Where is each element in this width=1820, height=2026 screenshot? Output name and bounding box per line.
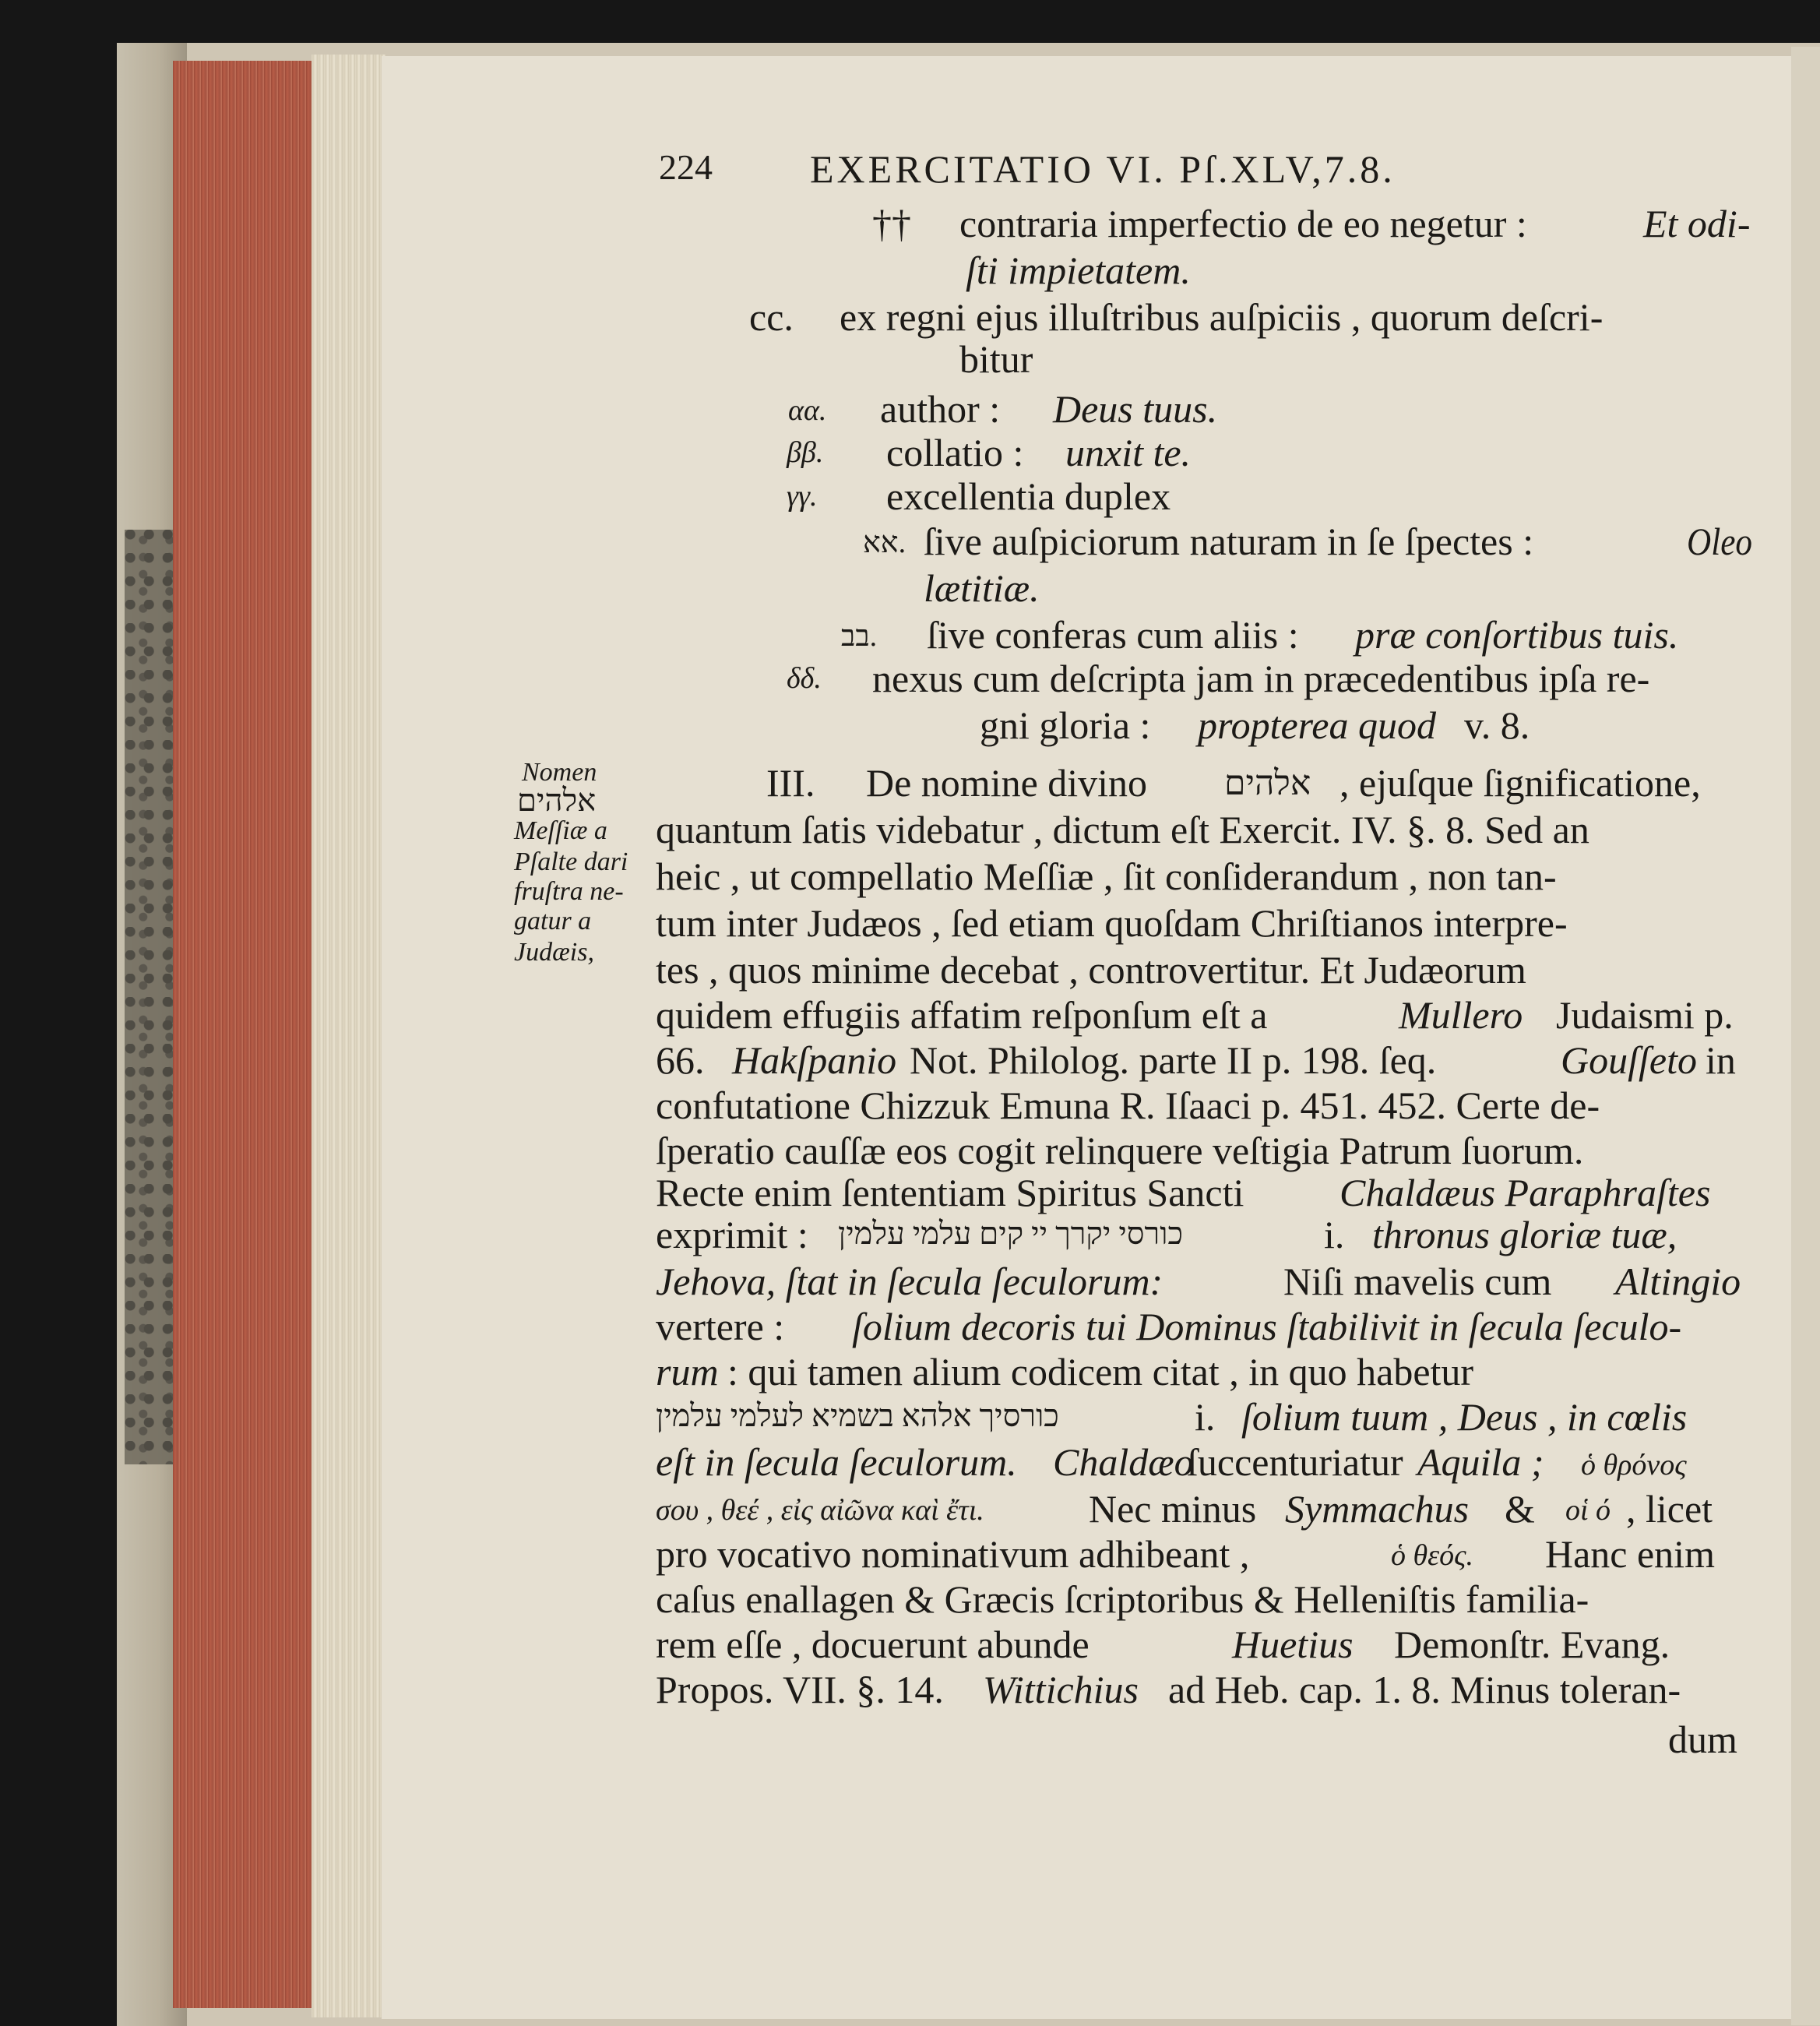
outline-text: excellentia duplex bbox=[886, 474, 1171, 518]
outline-cont: ſti impietatem. bbox=[966, 248, 1191, 292]
greek-text: ὁ θρόνος bbox=[1581, 1449, 1687, 1482]
page-number: 224 bbox=[659, 147, 713, 187]
body-line: quantum ſatis videbatur , dictum eſt Exercit. IV. §. 8. Sed an bbox=[656, 808, 1589, 851]
author-name: Altingio bbox=[1615, 1260, 1741, 1303]
body-text: Recte enim ſententiam Spiritus Sancti bbox=[656, 1171, 1244, 1214]
body-text: pro vocativo nominativum adhibeant , bbox=[656, 1532, 1250, 1576]
body-text: Propos. VII. §. 14. bbox=[656, 1668, 944, 1711]
author-name: Symmachus bbox=[1285, 1487, 1470, 1531]
outline-cont-quote: propterea quod bbox=[1198, 703, 1436, 747]
body-text: ad Heb. cap. 1. 8. Minus toleran- bbox=[1168, 1668, 1681, 1711]
outline-mark: γγ. bbox=[787, 480, 818, 513]
body-text: vertere : bbox=[656, 1305, 785, 1348]
hebrew-word: אלהים bbox=[1224, 764, 1311, 802]
author-name: Wittichius bbox=[983, 1668, 1139, 1711]
body-text: ſuccenturiatur bbox=[1187, 1440, 1403, 1484]
author-name: Chaldæus Paraphraſtes bbox=[1339, 1171, 1711, 1214]
facing-page-edge bbox=[1791, 47, 1820, 2025]
outline-text: ſive auſpiciorum naturam in ſe ſpectes : bbox=[924, 520, 1534, 563]
outline-cont-end: v. 8. bbox=[1464, 703, 1530, 747]
outline-mark: בב. bbox=[841, 620, 878, 653]
translation: rum bbox=[656, 1350, 719, 1394]
translation: Jehova, ſtat in ſecula ſeculorum: bbox=[656, 1260, 1163, 1303]
body-text: Nec minus bbox=[1089, 1487, 1257, 1531]
body-text: Judaismi p. bbox=[1556, 993, 1734, 1037]
body-text: rem eſſe , docuerunt abunde bbox=[656, 1623, 1090, 1666]
running-title: EXERCITATIO VI. Pſ.XLV,7.8. bbox=[810, 147, 1396, 191]
body-line: tum inter Judæos , ſed etiam quoſdam Chriſtianos interpre- bbox=[656, 901, 1568, 945]
body-text: De nomine divino bbox=[866, 761, 1148, 805]
body-line: ſperatio cauſſæ eos cogit relinquere veſtigia Patrum ſuorum. bbox=[656, 1129, 1584, 1172]
outline-text: ſive conferas cum aliis : bbox=[927, 613, 1299, 657]
margin-note-line: Meſſiæ a bbox=[514, 816, 607, 845]
body-text: in bbox=[1706, 1038, 1736, 1082]
outline-cont: gni gloria : bbox=[980, 703, 1151, 747]
outline-mark: δδ. bbox=[787, 662, 822, 695]
book-page bbox=[382, 56, 1799, 2019]
red-page-edges bbox=[173, 61, 321, 2008]
catchword: dum bbox=[1668, 1718, 1737, 1761]
hebrew-quote: כורסי יקרך יי קים עלמי עלמין bbox=[838, 1216, 1183, 1251]
translation: ſolium tuum , Deus , in cœlis bbox=[1241, 1395, 1688, 1439]
margin-note-hebrew: אלהים bbox=[517, 783, 597, 818]
outline-text: nexus cum deſcripta jam in præcedentibus ipſa re- bbox=[872, 657, 1650, 700]
author-name: Hakſpanio bbox=[732, 1038, 897, 1082]
body-line: heic , ut compellatio Meſſiæ , ſit conſiderandum , non tan- bbox=[656, 854, 1557, 898]
outline-mark: †† bbox=[872, 202, 911, 245]
margin-note-line: Nomen bbox=[522, 758, 597, 787]
body-text: , ejuſque ſignificatione, bbox=[1339, 761, 1701, 805]
body-text: quidem effugiis affatim reſponſum eſt a bbox=[656, 993, 1268, 1037]
outline-cont: bitur bbox=[959, 337, 1033, 381]
cover-stain bbox=[125, 530, 179, 1464]
author-name: Huetius bbox=[1232, 1623, 1354, 1666]
author-name: Gouſſeto bbox=[1561, 1038, 1697, 1082]
outline-quote: Et odi- bbox=[1643, 202, 1751, 245]
greek-text: οἱ ό bbox=[1565, 1494, 1611, 1527]
body-text: , licet bbox=[1626, 1487, 1713, 1531]
outline-quote: præ conſortibus tuis. bbox=[1355, 613, 1679, 657]
author-name: Mullero bbox=[1399, 993, 1523, 1037]
author-name: Chaldæo bbox=[1053, 1440, 1194, 1484]
outline-mark: cc. bbox=[749, 295, 794, 339]
translation: ſolium decoris tui Dominus ſtabilivit in ſecula ſeculo- bbox=[852, 1305, 1682, 1348]
body-text: Demonſtr. Evang. bbox=[1394, 1623, 1670, 1666]
outline-mark: אא. bbox=[863, 527, 906, 559]
translation: eſt in ſecula ſeculorum. bbox=[656, 1440, 1017, 1484]
outline-quote: Oleo bbox=[1687, 520, 1752, 563]
outline-mark: αα. bbox=[788, 394, 827, 427]
hebrew-quote: כורסיך אלהא בשמיא לעלמי עלמין bbox=[656, 1398, 1059, 1433]
leaf-stack bbox=[312, 55, 385, 2017]
margin-note-line: Pſalte dari bbox=[514, 847, 628, 876]
outline-text: ex regni ejus illuſtribus auſpiciis , quorum deſcri- bbox=[840, 295, 1604, 339]
outline-cont: lætitiæ. bbox=[924, 566, 1040, 610]
translation: thronus gloriæ tuæ, bbox=[1372, 1213, 1677, 1256]
section-number: III. bbox=[766, 761, 815, 805]
outline-quote: Deus tuus. bbox=[1053, 387, 1218, 431]
margin-note-line: fruſtra ne- bbox=[514, 877, 624, 906]
body-text: 66. bbox=[656, 1038, 705, 1082]
margin-note-line: gatur a bbox=[514, 907, 592, 935]
body-text: i. bbox=[1195, 1395, 1216, 1439]
margin-note-line: Judæis, bbox=[514, 938, 594, 967]
greek-text: σου , θεέ , εἰς αἰῶνα καὶ ἔτι. bbox=[656, 1494, 984, 1527]
outline-text: author : bbox=[880, 387, 1001, 431]
greek-text: ὁ θεός. bbox=[1391, 1539, 1474, 1572]
body-line: confutatione Chizzuk Emuna R. Iſaaci p. 451. 452. Certe de- bbox=[656, 1083, 1600, 1127]
body-text: exprimit : bbox=[656, 1213, 808, 1256]
outline-mark: ββ. bbox=[787, 436, 824, 469]
author-name: Aquila ; bbox=[1417, 1440, 1544, 1484]
body-line: caſus enallagen & Græcis ſcriptoribus & Helleniſtis familia- bbox=[656, 1577, 1589, 1621]
body-text: Niſi mavelis cum bbox=[1283, 1260, 1552, 1303]
outline-text: contraria imperfectio de eo negetur : bbox=[959, 202, 1527, 245]
body-text: i. bbox=[1324, 1213, 1345, 1256]
outline-text: collatio : bbox=[886, 431, 1024, 474]
outline-quote: unxit te. bbox=[1065, 431, 1192, 474]
body-line: tes , quos minime decebat , controvertitur. Et Judæorum bbox=[656, 948, 1526, 992]
body-text: : qui tamen alium codicem citat , in quo habetur bbox=[727, 1350, 1474, 1394]
body-text: & bbox=[1505, 1487, 1535, 1531]
body-text: Hanc enim bbox=[1545, 1532, 1715, 1576]
body-text: Not. Philolog. parte II p. 198. ſeq. bbox=[910, 1038, 1437, 1082]
